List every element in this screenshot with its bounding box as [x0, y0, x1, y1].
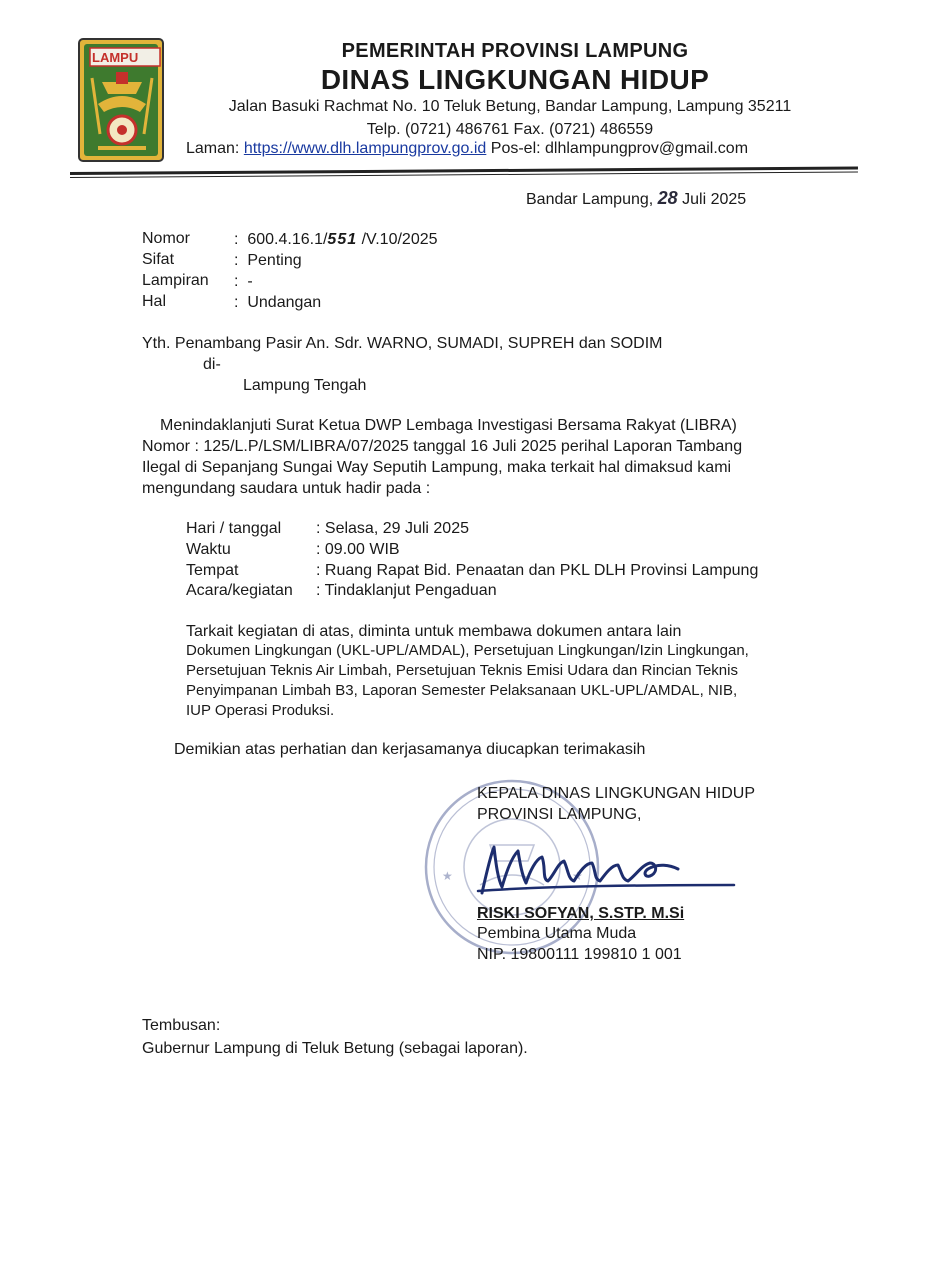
meta-label-sifat: Sifat — [142, 251, 175, 268]
date-place: Bandar Lampung, — [526, 191, 654, 208]
detail-value-date: : Selasa, 29 Juli 2025 — [316, 520, 469, 537]
meta-value-nomor: : 600.4.16.1/551 /V.10/2025 — [234, 231, 438, 248]
agency-phone-fax: Telp. (0721) 486761 Fax. (0721) 486559 — [366, 121, 654, 138]
paragraph1-line4: mengundang saudara untuk hadir pada : — [142, 480, 431, 497]
website-link[interactable]: https://www.dlh.lampungprov.go.id — [243, 140, 487, 157]
signatory-rank: Pembina Utama Muda — [477, 925, 637, 942]
cc-recipient: Gubernur Lampung di Teluk Betung (sebagai laporan). — [142, 1040, 528, 1057]
svg-text:★: ★ — [442, 869, 453, 883]
handwritten-signature — [472, 835, 737, 905]
signatory-title-1: KEPALA DINAS LINGKUNGAN HIDUP — [477, 785, 755, 802]
paragraph1-line2: Nomor : 125/L.P/LSM/LIBRA/07/2025 tanggal 16 Juli 2025 perihal Laporan Tambang — [142, 438, 743, 455]
meta-value-hal: : Undangan — [234, 294, 322, 311]
paragraph2-line1: Tarkait kegiatan di atas, diminta untuk membawa dokumen antara lain — [186, 623, 682, 640]
detail-value-place: : Ruang Rapat Bid. Penaatan dan PKL DLH Provinsi Lampung — [316, 562, 759, 579]
detail-value-time: : 09.00 WIB — [316, 541, 400, 558]
lampung-emblem-logo — [78, 38, 164, 162]
letter-date — [526, 188, 746, 209]
meta-label-nomor: Nomor — [142, 230, 191, 247]
detail-value-event: : Tindaklanjut Pengaduan — [316, 582, 497, 599]
paragraph1-line3: Ilegal di Sepanjang Sungai Way Seputih Lampung, maka terkait hal dimaksud kami — [142, 459, 732, 476]
meta-label-lampiran: Lampiran — [142, 272, 209, 289]
meta-value-lampiran: : - — [234, 273, 253, 290]
signatory-name: RISKI SOFYAN, S.STP. M.Si — [477, 905, 685, 922]
svg-text:★: ★ — [572, 869, 583, 883]
web-label: Laman: — [186, 140, 240, 157]
detail-label-place: Tempat — [186, 562, 239, 579]
paragraph2-line2: Dokumen Lingkungan (UKL-UPL/AMDAL), Persetujuan Lingkungan/Izin Lingkungan, — [186, 642, 749, 659]
paragraph2-line5: IUP Operasi Produksi. — [186, 702, 335, 719]
paragraph2-line3: Persetujuan Teknis Air Limbah, Persetujuan Teknis Emisi Udara dan Rincian Teknis — [186, 662, 738, 679]
signatory-title-2: PROVINSI LAMPUNG, — [477, 806, 642, 823]
date-month-year: Juli 2025 — [682, 191, 747, 208]
detail-label-date: Hari / tanggal — [186, 520, 282, 537]
detail-label-event: Acara/kegiatan — [186, 582, 293, 599]
recipient-line: Yth. Penambang Pasir An. Sdr. WARNO, SUMADI, SUPREH dan SODIM — [142, 335, 663, 352]
cc-label: Tembusan: — [142, 1017, 221, 1034]
nomor-handwritten: 551 — [327, 231, 358, 248]
agency-address: Jalan Basuki Rachmat No. 10 Teluk Betung, Bandar Lampung, Lampung 35211 — [228, 98, 792, 115]
meta-label-hal: Hal — [142, 293, 167, 310]
logo-text: LAMPU — [92, 50, 139, 65]
government-name: PEMERINTAH PROVINSI LAMPUNG — [341, 40, 689, 62]
paragraph2-line4: Penyimpanan Limbah B3, Laporan Semester Pelaksanaan UKL-UPL/AMDAL, NIB, — [186, 682, 738, 699]
agency-name: DINAS LINGKUNGAN HIDUP — [320, 64, 710, 95]
signatory-nip: NIP. 19800111 199810 1 001 — [477, 946, 682, 963]
meta-value-sifat: : Penting — [234, 252, 302, 269]
email-text: Pos-el: dlhlampungprov@gmail.com — [490, 140, 749, 157]
date-day-handwritten: 28 — [657, 188, 678, 208]
recipient-di: di- — [203, 356, 221, 373]
recipient-location: Lampung Tengah — [243, 377, 367, 394]
paragraph1-line1: Menindaklanjuti Surat Ketua DWP Lembaga Investigasi Bersama Rakyat (LIBRA) — [160, 417, 737, 434]
agency-web-email — [186, 140, 748, 158]
closing-sentence: Demikian atas perhatian dan kerjasamanya diucapkan terimakasih — [174, 741, 646, 758]
detail-label-time: Waktu — [186, 541, 231, 558]
